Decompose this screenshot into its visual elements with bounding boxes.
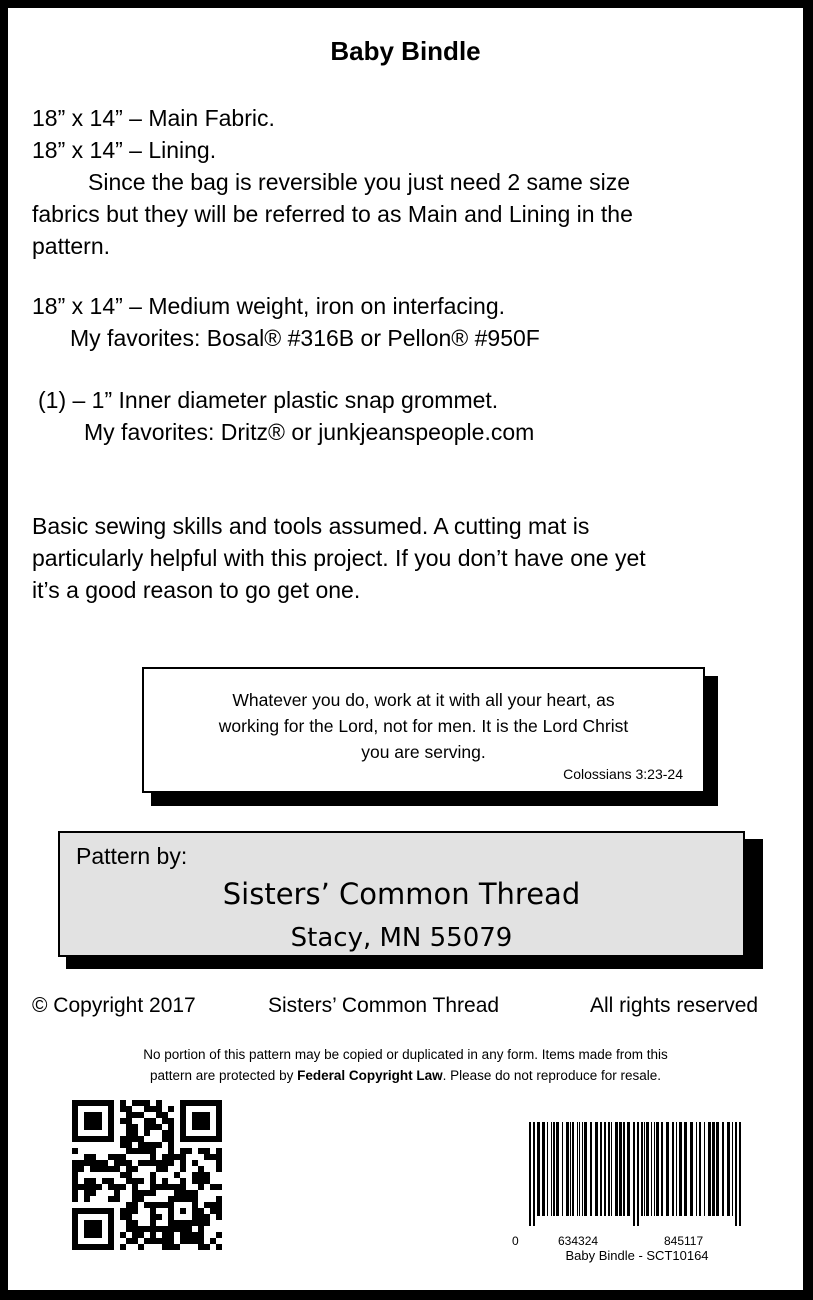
barcode-digits-mid: 634324: [558, 1234, 599, 1248]
verse-box: [142, 667, 705, 793]
legal-law-name: Federal Copyright Law: [297, 1068, 443, 1083]
verse-line: you are serving.: [361, 742, 486, 762]
legal-line: [8, 1065, 803, 1086]
company-address: Stacy, MN 55079: [290, 923, 513, 953]
verse-line: Whatever you do, work at it with all your heart, as: [232, 690, 615, 710]
skills-line: Basic sewing skills and tools assumed. A cutting mat is: [32, 513, 590, 539]
lining-line: 18” x 14” – Lining.: [32, 137, 217, 163]
legal-notice: [8, 1044, 803, 1086]
interfacing-favorites: My favorites: Bosal® #316B or Pellon® #950F: [70, 325, 540, 351]
page-title: Baby Bindle: [330, 36, 481, 66]
copyright-notice: © Copyright 2017: [32, 994, 196, 1017]
grommet-block: [38, 384, 787, 448]
grommet-line: (1) – 1” Inner diameter plastic snap grommet.: [38, 387, 499, 413]
legal-text: pattern are protected by: [149, 1068, 298, 1083]
legal-text: . Please do not reproduce for resale.: [442, 1068, 661, 1083]
copyright-rights: All rights reserved: [590, 994, 759, 1017]
barcode-icon: [527, 1122, 747, 1226]
pattern-by-box: [58, 831, 745, 957]
main-fabric-line: 18” x 14” – Main Fabric.: [32, 105, 275, 131]
qr-code-icon: [72, 1100, 222, 1250]
reversible-note-line: fabrics but they will be referred to as Main and Lining in the: [32, 201, 633, 227]
verse-reference: Colossians 3:23-24: [563, 766, 683, 782]
barcode-digit-left: 0: [512, 1234, 519, 1248]
pattern-back-cover: [8, 8, 803, 1290]
skills-paragraph: [32, 510, 787, 606]
reversible-note-line: pattern.: [32, 233, 110, 259]
interfacing-block: [32, 290, 787, 354]
skills-line: it’s a good reason to go get one.: [32, 577, 361, 603]
legal-line: No portion of this pattern may be copied or duplicated in any form. Items made from this: [143, 1047, 668, 1062]
reversible-note-line: Since the bag is reversible you just need 2 same size: [88, 169, 631, 195]
verse-line: working for the Lord, not for men. It is the Lord Christ: [218, 716, 629, 736]
company-name: Sisters’ Common Thread: [222, 877, 581, 911]
barcode-label: Baby Bindle - SCT10164: [565, 1248, 709, 1263]
pattern-by-label: Pattern by:: [76, 843, 188, 869]
interfacing-line: 18” x 14” – Medium weight, iron on interfacing.: [32, 293, 506, 319]
copyright-company: Sisters’ Common Thread: [268, 994, 500, 1017]
barcode-digits-right: 845117: [664, 1234, 704, 1248]
skills-line: particularly helpful with this project. If you don’t have one yet: [32, 545, 646, 571]
grommet-favorites: My favorites: Dritz® or junkjeanspeople.com: [84, 419, 535, 445]
materials-list: [32, 102, 787, 262]
